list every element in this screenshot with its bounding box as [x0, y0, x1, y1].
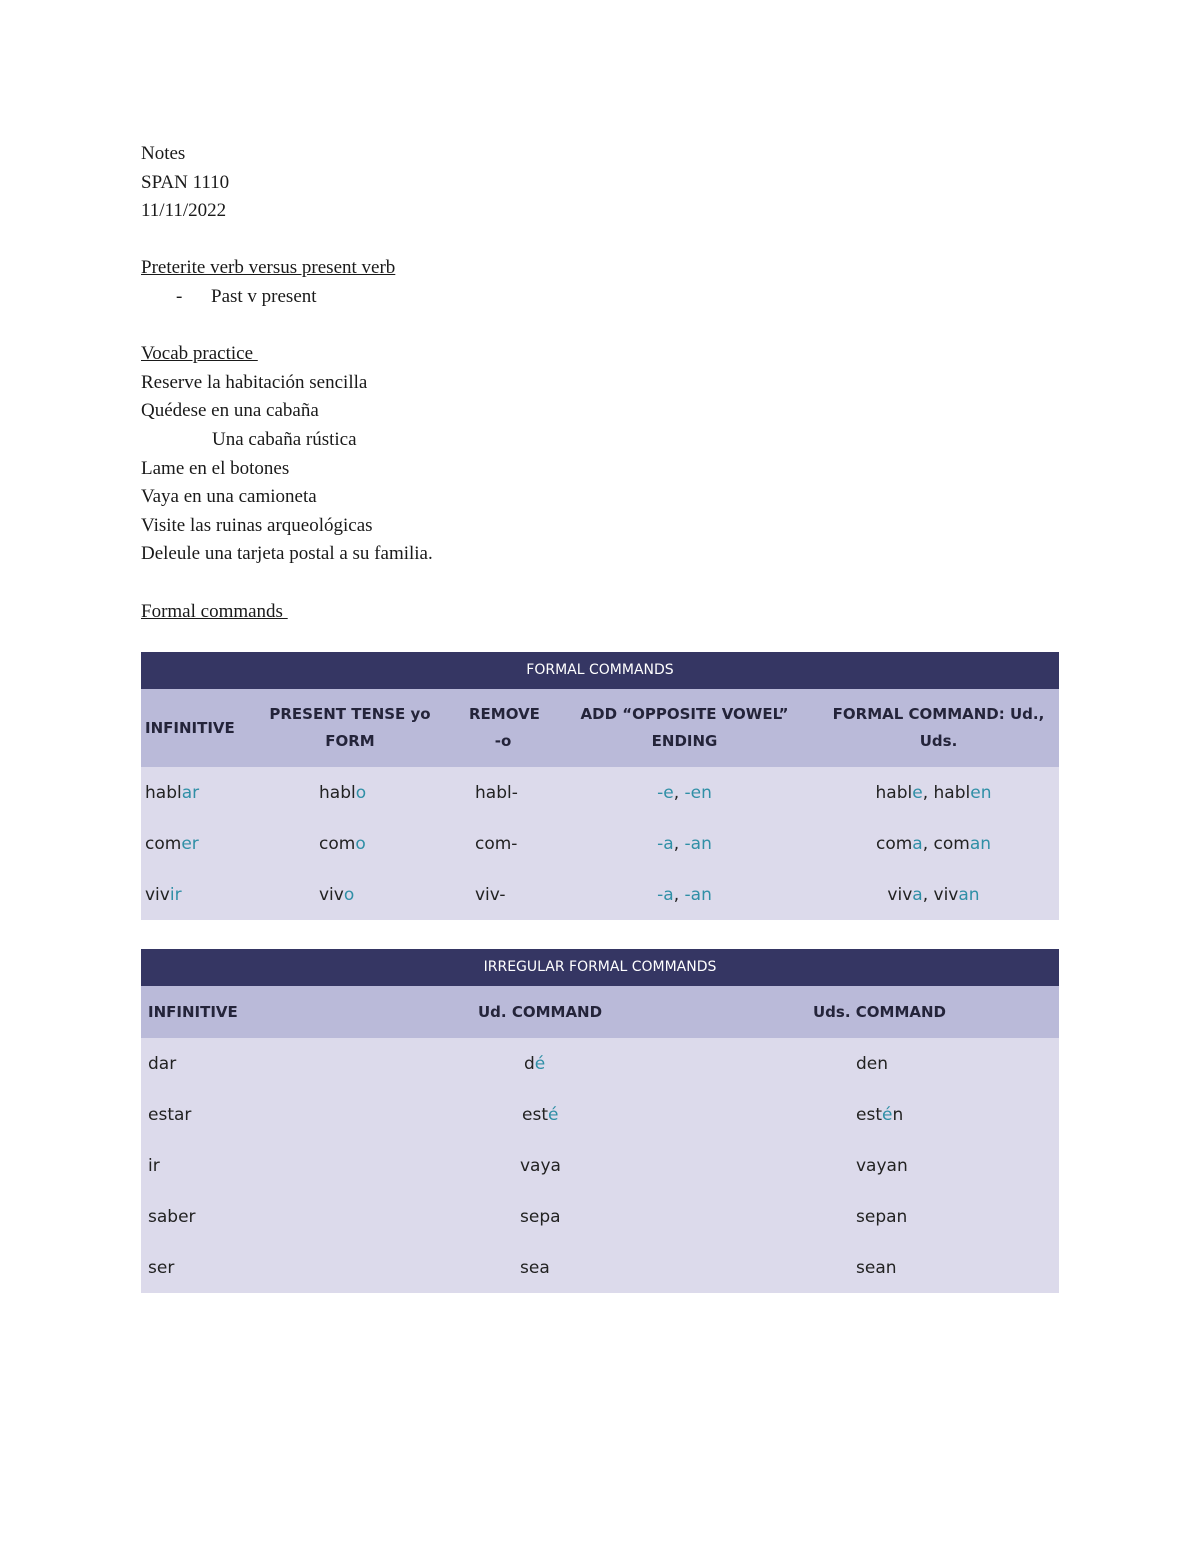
command-uds-ending: en	[970, 782, 992, 803]
ud-stem: vaya	[520, 1155, 561, 1176]
header-infinitive: INFINITIVE	[145, 718, 235, 737]
heading-vocab: Vocab practice	[141, 343, 258, 365]
add-ending-ud: -e	[657, 782, 674, 803]
cell-ud	[478, 1054, 856, 1074]
command-ud-stem: habl	[875, 782, 913, 803]
infinitive-stem: viv	[145, 884, 170, 905]
heading-formal-commands: Formal commands	[141, 600, 288, 622]
infinitive-ending: er	[181, 833, 199, 854]
add-ending-uds: -en	[684, 782, 712, 803]
add-ending-ud: -a	[657, 833, 674, 854]
command-ud-ending: e	[912, 782, 923, 803]
command-uds-stem: viv	[933, 884, 959, 905]
table-row	[141, 1191, 1059, 1242]
cell-infinitive	[141, 834, 255, 854]
command-ud-stem: com	[875, 833, 913, 854]
ud-stem: sea	[520, 1257, 550, 1278]
add-ending-uds: -an	[684, 884, 712, 905]
cell-uds	[856, 1105, 1059, 1125]
cell-uds	[856, 1156, 1059, 1176]
command-uds-ending: an	[969, 833, 992, 854]
irregular-commands-header-row	[141, 986, 1059, 1038]
cell-yo	[255, 783, 445, 803]
ud-ending: é	[547, 1104, 559, 1125]
blank-line	[141, 569, 1061, 598]
vocab-line: Reserve la habitación sencilla	[141, 371, 368, 393]
bullet-text: Past v present	[211, 285, 317, 307]
cell-add	[561, 783, 808, 803]
table-row	[141, 869, 1059, 920]
cell-yo	[255, 834, 445, 854]
command-ud-stem: viv	[887, 884, 913, 905]
bullet-mark: -	[176, 285, 183, 307]
table-row	[141, 767, 1059, 818]
cell-infinitive: dar	[148, 1053, 177, 1074]
cell-add	[561, 885, 808, 905]
table-row	[141, 818, 1059, 869]
cell-remove: viv-	[475, 884, 506, 905]
cell-infinitive: ser	[148, 1257, 175, 1278]
uds-stem: sean	[856, 1257, 897, 1278]
add-separator: ,	[673, 833, 685, 854]
uds-stem: den	[856, 1053, 889, 1074]
irregular-commands-banner: IRREGULAR FORMAL COMMANDS	[141, 949, 1059, 986]
vocab-line: Lame en el botones	[141, 457, 290, 479]
ud-stem: est	[522, 1104, 548, 1125]
table-row	[141, 1242, 1059, 1293]
vocab-line: Vaya en una camioneta	[141, 486, 317, 508]
command-ud-ending: a	[912, 884, 923, 905]
yo-ending: o	[355, 782, 367, 803]
blank-line	[141, 312, 1061, 341]
header-uds-command: Uds. COMMAND	[813, 1003, 946, 1021]
cell-ud	[478, 1207, 856, 1227]
cell-remove: habl-	[475, 782, 518, 803]
header-present-yo: PRESENT TENSE yo FORM	[269, 705, 431, 750]
uds-accent: é	[881, 1104, 893, 1125]
yo-stem: viv	[319, 884, 344, 905]
formal-commands-body	[141, 767, 1059, 920]
command-separator: ,	[922, 884, 934, 905]
infinitive-stem: com	[145, 833, 182, 854]
yo-stem: habl	[319, 782, 356, 803]
cell-uds	[856, 1207, 1059, 1227]
command-separator: ,	[922, 782, 934, 803]
cell-command	[808, 834, 1059, 854]
cell-add	[561, 834, 808, 854]
table-row	[141, 1140, 1059, 1191]
bullet-item	[141, 283, 1061, 312]
uds-stem: est	[856, 1104, 882, 1125]
course-code: SPAN 1110	[141, 171, 230, 193]
infinitive-stem: habl	[145, 782, 182, 803]
ud-stem: d	[524, 1053, 535, 1074]
cell-infinitive	[141, 885, 255, 905]
yo-stem: com	[319, 833, 356, 854]
vocab-line: Deleule una tarjeta postal a su familia.	[141, 543, 433, 565]
notes-document	[141, 140, 1061, 626]
cell-ud	[478, 1258, 856, 1278]
uds-ending: n	[892, 1104, 904, 1125]
table-row	[141, 1038, 1059, 1089]
uds-stem: sepan	[856, 1206, 908, 1227]
header-formal-command: FORMAL COMMAND: Ud., Uds.	[832, 705, 1045, 750]
ud-stem: sepa	[520, 1206, 561, 1227]
cell-command	[808, 783, 1059, 803]
yo-ending: o	[343, 884, 355, 905]
cell-ud	[478, 1105, 856, 1125]
header-remove-o: REMOVE -o	[469, 705, 540, 750]
header-ud-command: Ud. COMMAND	[478, 1003, 603, 1021]
add-ending-uds: -an	[684, 833, 712, 854]
infinitive-ending: ir	[169, 884, 182, 905]
command-ud-ending: a	[912, 833, 923, 854]
cell-uds	[856, 1258, 1059, 1278]
vocab-line: Visite las ruinas arqueológicas	[141, 514, 373, 536]
infinitive-ending: ar	[181, 782, 200, 803]
blank-line	[141, 226, 1061, 255]
vocab-line-indented: Una cabaña rústica	[212, 428, 357, 450]
command-uds-stem: habl	[933, 782, 971, 803]
add-separator: ,	[673, 782, 685, 803]
notes-title: Notes	[141, 143, 186, 164]
cell-infinitive: saber	[148, 1206, 196, 1227]
irregular-commands-table	[141, 949, 1059, 1293]
irregular-commands-body	[141, 1038, 1059, 1293]
formal-commands-banner: FORMAL COMMANDS	[141, 652, 1059, 689]
header-opposite-vowel: ADD “OPPOSITE VOWEL” ENDING	[580, 705, 789, 750]
vocab-line: Quédese en una cabaña	[141, 400, 319, 422]
add-ending-ud: -a	[657, 884, 674, 905]
add-separator: ,	[673, 884, 685, 905]
cell-remove: com-	[475, 833, 518, 854]
cell-command	[808, 885, 1059, 905]
command-uds-stem: com	[933, 833, 970, 854]
uds-stem: vayan	[856, 1155, 908, 1176]
formal-commands-table	[141, 652, 1059, 920]
cell-infinitive	[141, 783, 255, 803]
ud-ending: é	[534, 1053, 546, 1074]
table-row	[141, 1089, 1059, 1140]
command-uds-ending: an	[958, 884, 980, 905]
cell-yo	[255, 885, 445, 905]
heading-preterite: Preterite verb versus present verb	[141, 257, 396, 279]
yo-ending: o	[355, 833, 366, 854]
notes-date: 11/11/2022	[141, 200, 227, 222]
cell-ud	[478, 1156, 856, 1176]
cell-infinitive: ir	[148, 1155, 160, 1176]
header-infinitive: INFINITIVE	[148, 1003, 238, 1021]
command-separator: ,	[922, 833, 934, 854]
cell-infinitive: estar	[148, 1104, 192, 1125]
cell-uds	[856, 1054, 1059, 1074]
formal-commands-header-row	[141, 689, 1059, 767]
